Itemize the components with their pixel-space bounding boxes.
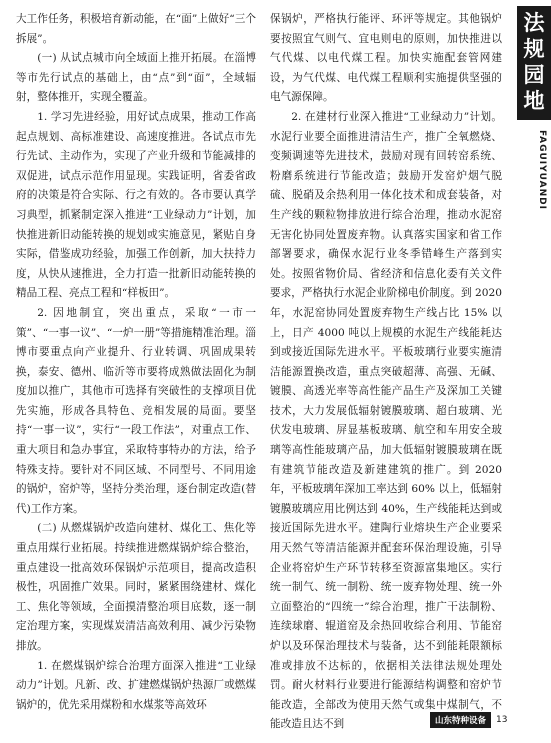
page-number: 13 [496,715,508,725]
right-text-column [270,10,502,735]
section-title-char: 地 [523,89,545,113]
paragraph: (一) 从试点城市向全域面上推开拓展。在淄博等市先行试点的基础上，由“点”到“面”，全域辐射，整体推开，实现全覆盖。 [16,52,256,104]
section-title-char: 规 [523,37,545,61]
paragraph: 2. 因地制宜，突出重点，采取“一市一策”、“一事一议”、“一炉一册”等措施精准治理。淄博市要重点向产业提升、行业转调、巩固成果转换，泰安、德州、临沂等市要将成熟做法固化为制度加以推广，其他市可选择有突破性的支撑项目优先实施，形成各具特色、竞相发展的局面。要坚持“一事一议”，实行“一段工作法”，对重点工作、重大项目和急办事宜，采取特事特办的方法，给予特殊支持。要针对不同区域、不同型号、不同用途的锅炉，窑炉等，坚持分类治理，逐台制定改造(替代)工作方案。 [16,306,256,515]
magazine-name-tag: 山东特种设备 [430,712,491,728]
section-title-pinyin: FAGUIYUANDI [537,130,547,210]
left-text-column [16,10,256,715]
paragraph: 2. 在建材行业深入推进“工业绿动力”计划。水泥行业要全面推进清洁生产，推广全氧燃烧、变频调速等先进技术，鼓励对现有回转窑系统、粉磨系统进行节能改造；鼓励开发窑炉烟气脱硫、脱硝及余热利用一体化技术和成套装备，对生产线的颗粒物排放进行综合治理，推动水泥窑无害化协同处置废弃物。认真落实国家和省工作部署要求，确保水泥行业冬季错峰生产落到实处。按照省物价局、省经济和信息化委有关文件要求，严格执行水泥企业阶梯电价制度。到 2020 年，水泥窑协同处置废弃物生产线占比 15% 以上，日产 4000 吨以上规模的水泥生产线能耗达到或接近国际先进水平。平板玻璃行业要实施清洁能源置换改造，重点突破超薄、高强、无碱、镀膜、高透光率等高性能产品生产及深加工关键技术，大力发展低辐射镀膜玻璃、超白玻璃、光伏发电玻璃、屏显基板玻璃、航空和车用安全玻璃等高性能玻璃产品，加大低辐射镀膜玻璃在既有建筑节能改造及新建建筑的推广。到 2020 年，平板玻璃年深加工率达到 60% 以上，低辐射镀膜玻璃应用比例达到 40%，生产线能耗达到或接近国际先进水平。建陶行业熔块生产企业要采用天然气等清洁能源并配套环保治理设施，引导企业将窑炉生产环节转移至资源富集地区。实行统一制气、统一制粉、统一废弃物处理、统一外立面整治的“四统一”综合治理，推广干法制粉、连续球磨、辊道窑及余热回收综合利用、节能窑炉以及环保治理技术与装备，达不到能耗限额标准或排放不达标的，依据相关法律法规处理处罚。耐火材料行业要进行能源结构调整和窑炉节能改造，全部改为使用天然气或集中煤制气，不能改造且达不到 [270,110,502,731]
paragraph: (二) 从燃煤锅炉改造向建材、煤化工、焦化等重点用煤行业拓展。持续推进燃煤锅炉综合整治，重点建设一批高效环保锅炉示范项目，提高改造积极性，巩固推广效果。同时，紧紧围绕建材、煤化工、焦化等领域，全面摸清整治项目底数，逐一制定治理方案，实现煤炭清洁高效利用、减少污染物排放。 [16,522,256,652]
page-footer [430,712,507,728]
section-title-char: 法 [523,11,545,35]
paragraph: 保锅炉，严格执行能评、环评等规定。其他锅炉要按照宜气则气、宜电则电的原则，加快推进以气代煤、以电代煤工程。加快实施配套管网建设，为气代煤、电代煤工程顺利实施提供坚强的电气源保障。 [270,13,502,104]
section-title-char: 园 [523,63,545,87]
paragraph: 1. 在燃煤锅炉综合治理方面深入推进“工业绿动力”计划。凡新、改、扩建燃煤锅炉热源厂或燃煤锅炉的，优先采用煤粉和水煤浆等高效环 [16,659,256,711]
paragraph: 1. 学习先进经验，用好试点成果，推动工作高起点规划、高标准建设、高速度推进。各试点市先行先试、主动作为，实现了产业升级和节能减排的双促进，试点示范作用显现。实践证明，省委省政府的决策是符合实际、行之有效的。各市要认真学习典型，抓紧制定深入推进“工业绿动力”计划，加快推进新旧动能转换的规划或实施意见，紧贴自身实际，借鉴成功经验，加强工作创新，加大扶持力度，从快从速推进，全力打造一批新旧动能转换的精品工程、亮点工程和“样板田”。 [16,110,256,300]
section-title-badge [517,6,551,120]
paragraph: 大工作任务，积极培育新动能，在“面”上做好“三个拆展”。 [16,13,256,45]
